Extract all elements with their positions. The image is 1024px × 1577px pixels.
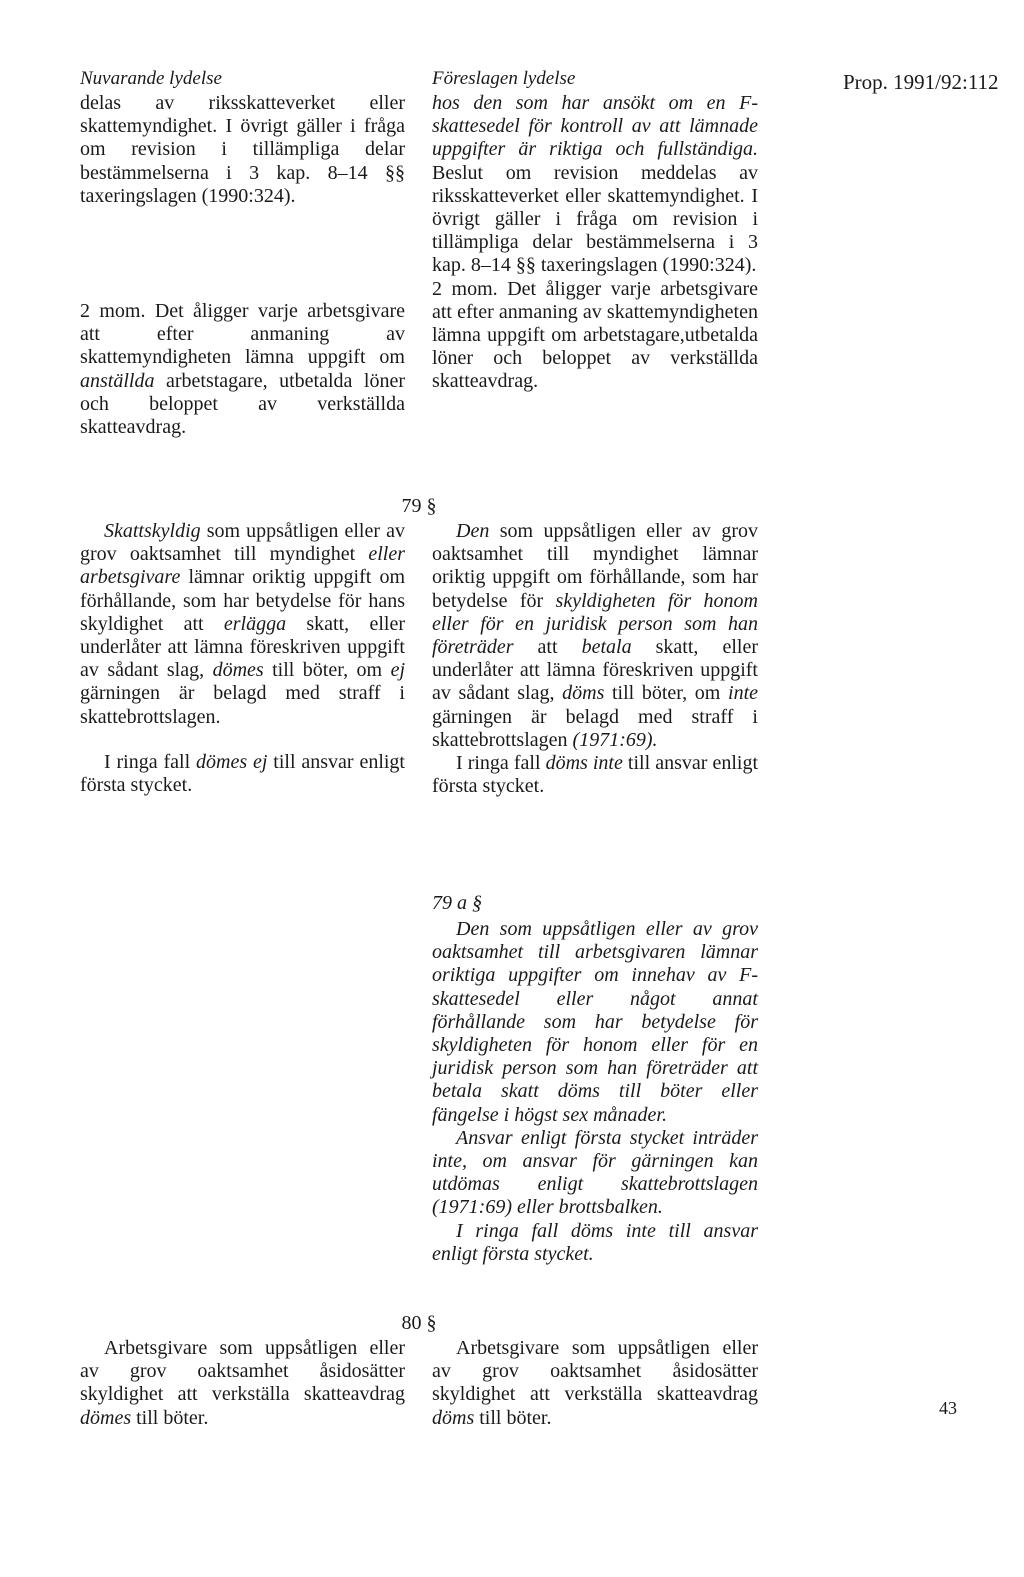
current-wording-heading: Nuvarande lydelse: [80, 68, 222, 89]
section-80-current-paragraph: Arbetsgivare som uppsåtligen eller av grov oaktsamhet åsidosätter skyldighet att verkställa skatteavdrag dömes till böter.: [80, 1337, 405, 1429]
block1-proposed-paragraph-2: 2 mom. Det åligger varje arbetsgivare att efter anmaning av skattemyndigheten lämna uppgift om arbetstagare,utbetalda löner och beloppet av verkställda skatteavdrag.: [432, 277, 758, 393]
page-number: 43: [939, 1398, 957, 1418]
block1-current-text: [80, 92, 405, 439]
section-79a-paragraph-2: Ansvar enligt första stycket inträder inte, om ansvar för gärningen kan utdömas enligt skattebrottslagen (1971:69) eller brottsbalken.: [432, 1126, 758, 1219]
section-79a-heading: 79 a §: [432, 892, 482, 914]
section-80-heading: 80 §: [401, 1312, 437, 1334]
block1-current-paragraph-1: delas av riksskatteverket eller skattemyndighet. I övrigt gäller i fråga om revision i tillämpliga delar bestämmelserna i 3 kap. 8–14 §§ taxeringslagen (1990:324).: [80, 92, 405, 207]
section-79-current-paragraph-2: I ringa fall dömes ej till ansvar enligt första stycket.: [80, 750, 405, 797]
section-80-proposed-text: [432, 1337, 758, 1430]
section-79a-paragraph-1: Den som uppsåtligen eller av grov oaktsamhet till arbetsgivaren lämnar oriktiga uppgifter om innehav av F-skattesedel eller något annat förhållande som har betydelse för skyldigheten för honom eller för en juridisk person som han företräder att betala skatt döms till böter eller fängelse i högst sex månader.: [432, 918, 758, 1126]
proposed-wording-heading: Föreslagen lydelse: [432, 68, 576, 89]
section-79a-paragraph-3: I ringa fall döms inte till ansvar enligt första stycket.: [432, 1219, 758, 1265]
block1-proposed-paragraph-1: hos den som har ansökt om en F-skattesedel för kontroll av att lämnade uppgifter är riktiga och fullständiga. Beslut om revision meddelas av riksskatteverket eller skattemyndighet. I övrigt gäller i fråga om revision i tillämpliga delar bestämmelserna i 3 kap. 8–14 §§ taxeringslagen (1990:324).: [432, 92, 758, 277]
section-79-proposed-text: [432, 520, 758, 798]
block1-current-paragraph-2: 2 mom. Det åligger varje arbetsgivare att efter anmaning av skattemyndigheten lämna uppgift om anställda arbetstagare, utbetalda löner och beloppet av verkställda skatteavdrag.: [80, 300, 405, 439]
section-79-current-paragraph-1: Skattskyldig som uppsåtligen eller av grov oaktsamhet till myndighet eller arbetsgivare lämnar oriktig uppgift om förhållande, som har betydelse för hans skyldighet att erlägga skatt, eller underlåter att lämna föreskriven uppgift av sådant slag, dömes till böter, om ej gärningen är belagd med straff i skattebrottslagen.: [80, 520, 406, 728]
section-79a-proposed-text: [432, 918, 758, 1266]
section-79-proposed-paragraph-2: I ringa fall döms inte till ansvar enligt första stycket.: [432, 752, 758, 798]
section-80-proposed-paragraph: Arbetsgivare som uppsåtligen eller av grov oaktsamhet åsidosätter skyldighet att verkställa skatteavdrag döms till böter.: [432, 1337, 758, 1429]
section-80-current-text: [80, 1337, 405, 1430]
block1-proposed-text: [432, 92, 758, 394]
section-79-proposed-paragraph-1: Den som uppsåtligen eller av grov oaktsamhet till myndighet lämnar oriktig uppgift om förhållande, som har betydelse för skyldigheten för honom eller för en juridisk person som han företräder att betala skatt, eller underlåter att lämna föreskriven uppgift av sådant slag, döms till böter, om inte gärningen är belagd med straff i skattebrottslagen (1971:69).: [432, 520, 759, 751]
proposition-reference: Prop. 1991/92:112: [843, 70, 999, 94]
section-79-current-text: [80, 520, 405, 797]
section-79-heading: 79 §: [401, 495, 437, 517]
